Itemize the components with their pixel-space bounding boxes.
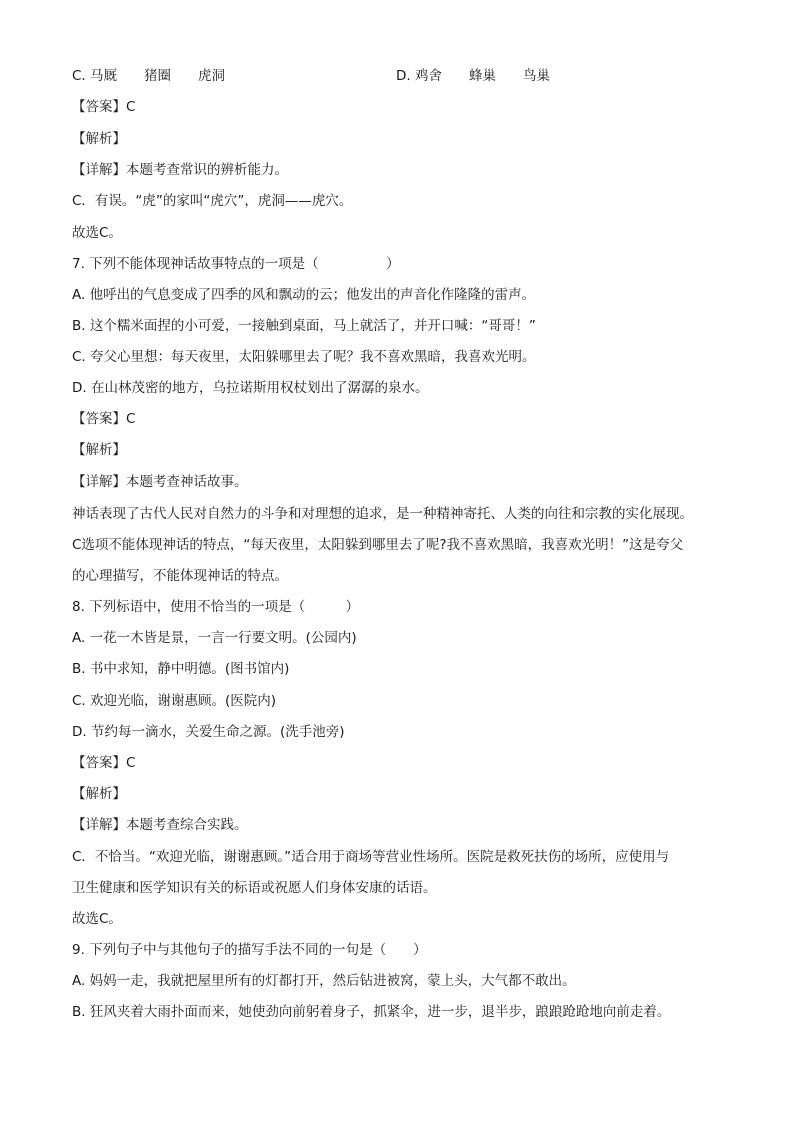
q8-option-a: A. 一花一木皆是景，一言一行要文明。(公园内) xyxy=(72,630,357,646)
detail-line: C．不恰当。“欢迎光临，谢谢惠顾。”适合用于商场等营业性场所。医院是救死扶伤的场所，应使用与 xyxy=(72,849,670,865)
q7-option-a: A. 他呼出的气息变成了四季的风和飘动的云；他发出的声音化作隆隆的雷声。 xyxy=(72,287,536,303)
q9-option-b: B. 狂风夹着大雨扑面而来，她使劲向前躬着身子，抓紧伞，进一步，退半步，踉踉跄跄地向前走着。 xyxy=(72,1004,671,1020)
q8-option-c: C. 欢迎光临，谢谢惠顾。(医院内) xyxy=(72,693,277,709)
detail-line: 卫生健康和医学知识有关的标语或祝愿人们身体安康的话语。 xyxy=(72,880,437,896)
q8-option-d: D. 节约每一滴水，关爱生命之源。(洗手池旁) xyxy=(72,724,345,740)
q7-option-c: C. 夸父心里想：每天夜里，太阳躲哪里去了呢？我不喜欢黑暗，我喜欢光明。 xyxy=(72,349,536,365)
analysis-label: 【解析】 xyxy=(72,131,126,147)
answer-label: 【答案】C xyxy=(72,411,136,427)
question-9: 9. 下列句子中与其他句子的描写手法不同的一句是（ ） xyxy=(72,942,427,958)
q7-option-b: B. 这个糯米面捏的小可爱，一接触到桌面，马上就活了，并开口喊：“哥哥！” xyxy=(72,318,536,334)
answer-label: 【答案】C xyxy=(72,755,136,771)
question-7: 7. 下列不能体现神话故事特点的一项是（ ） xyxy=(72,256,400,272)
q9-option-a: A. 妈妈一走，我就把屋里所有的灯都打开，然后钻进被窝，蒙上头，大气都不敢出。 xyxy=(72,973,576,989)
detail-line: 神话表现了古代人民对自然力的斗争和对理想的追求，是一种精神寄托、人类的向往和宗教的实化展现。 xyxy=(72,506,693,522)
conclusion-line: 故选C。 xyxy=(72,225,122,241)
option-c-line: C. 马厩 猪圈 虎洞 xyxy=(72,68,226,84)
analysis-label: 【解析】 xyxy=(72,442,126,458)
question-8: 8. 下列标语中，使用不恰当的一项是（ ） xyxy=(72,599,360,615)
detail-line: C选项不能体现神话的特点，“每天夜里，太阳躲到哪里去了呢?我不喜欢黑暗，我喜欢光明！”这是夸父 xyxy=(72,537,684,553)
detail-line: C．有误。“虎”的家叫“虎穴”，虎洞——虎穴。 xyxy=(72,193,353,209)
conclusion-line: 故选C。 xyxy=(72,911,122,927)
detail-line: 【详解】本题考查神话故事。 xyxy=(72,474,248,490)
q7-option-d: D. 在山林茂密的地方，乌拉诺斯用权杖划出了潺潺的泉水。 xyxy=(72,380,429,396)
analysis-label: 【解析】 xyxy=(72,786,126,802)
option-d-line: D. 鸡舍 蜂巢 鸟巢 xyxy=(396,68,550,84)
answer-label: 【答案】C xyxy=(72,99,136,115)
detail-line: 的心理描写，不能体现神话的特点。 xyxy=(72,568,288,584)
detail-line: 【详解】本题考查常识的辨析能力。 xyxy=(72,162,288,178)
detail-line: 【详解】本题考查综合实践。 xyxy=(72,817,248,833)
q8-option-b: B. 书中求知，静中明德。(图书馆内) xyxy=(72,661,290,677)
